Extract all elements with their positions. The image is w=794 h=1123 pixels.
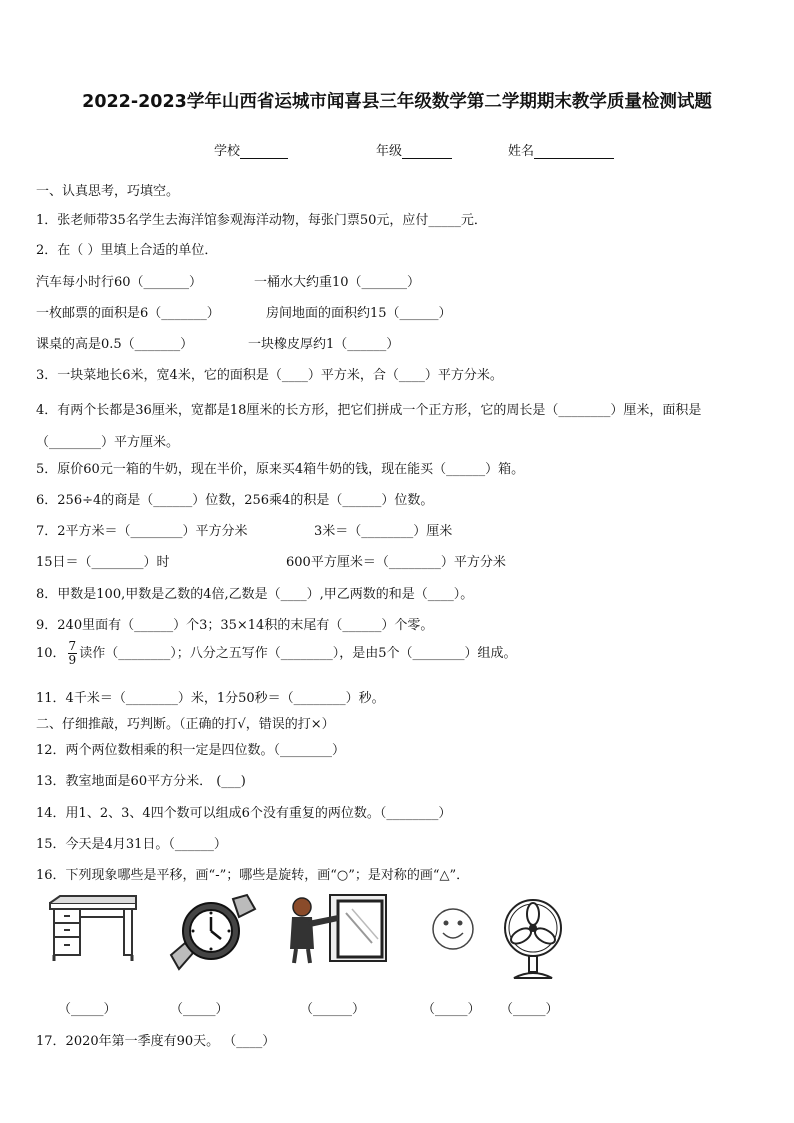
name-blank [534,144,614,159]
question-2c: 一枚邮票的面积是6（_______） [36,306,220,321]
electric-fan-icon [502,898,564,982]
q16-answer-5: （_____） [500,1002,559,1017]
name-label: 姓名 [508,144,535,159]
question-7c: 15日＝（________）时 [36,555,170,570]
question-16: 16．下列现象哪些是平移，画“-”；哪些是旋转，画“○”；是对称的画“△”． [36,868,470,883]
fraction-seven-ninths [68,640,78,667]
question-17: 17．2020年第一季度有90天。 （____） [36,1034,276,1049]
question-3: 3．一块菜地长6米，宽4米，它的面积是（____）平方米，合（____）平方分米。 [36,368,503,383]
school-field [214,140,288,159]
fraction-denominator: 9 [68,653,77,667]
question-2b: 一桶水大约重10（_______） [254,275,421,290]
section-1-heading: 一、认真思考，巧填空。 [36,184,180,199]
question-2e: 课桌的高是0.5（_______） [36,337,194,352]
smiley-face-icon [430,905,476,953]
q16-answer-3: （______） [300,1002,366,1017]
school-label: 学校 [214,144,241,159]
fraction-numerator: 7 [68,639,77,653]
q16-answer-1: （_____） [58,1002,117,1017]
question-7b: 3米＝（________）厘米 [314,524,453,539]
wristwatch-icon [163,893,257,973]
question-7d: 600平方厘米＝（________）平方分米 [286,555,506,570]
question-2: 2．在（ ）里填上合适的单位． [36,243,218,258]
question-11: 11．4千米＝（________）米，1分50秒＝（________）秒。 [36,691,385,706]
q16-answer-2: （_____） [170,1002,229,1017]
section-2-heading: 二、仔细推敲，巧判断。（正确的打√，错误的打×） [36,717,335,732]
grade-field [376,140,452,159]
page-title: 2022-2023学年山西省运城市闻喜县三年级数学第二学期期末教学质量检测试题 [82,92,712,112]
grade-label: 年级 [376,144,403,159]
question-2d: 房间地面的面积约15（______） [266,306,452,321]
question-2f: 一块橡皮厚约1（______） [248,337,400,352]
question-8: 8．甲数是100,甲数是乙数的4倍,乙数是（____）,甲乙两数的和是（____）。 [36,587,474,602]
question-9: 9．240里面有（______）个3；35×14积的末尾有（______）个零。 [36,618,434,633]
q16-answer-4: （_____） [422,1002,481,1017]
person-pushing-window-icon [280,893,388,965]
question-12: 12．两个两位数相乘的积一定是四位数。（________） [36,743,346,758]
name-field [508,140,614,159]
question-7a: 7．2平方米＝（________）平方分米 [36,524,248,539]
question-2a: 汽车每小时行60（_______） [36,275,203,290]
question-13: 13．教室地面是60平方分米． (___) [36,774,246,789]
question-5: 5．原价60元一箱的牛奶，现在半价，原来买4箱牛奶的钱，现在能买（______）箱。 [36,462,525,477]
question-10-text: 读作（________）；八分之五写作（________），是由5个（________）组成。 [79,646,517,661]
question-15: 15．今天是4月31日。（______） [36,837,227,852]
question-6: 6．256÷4的商是（______）位数，256乘4的积是（______）位数。 [36,493,434,508]
question-4: 4．有两个长都是36厘米，宽都是18厘米的长方形，把它们拼成一个正方形，它的周长是（________）厘米，面积是（________）平方厘米。 [36,403,702,450]
question-10-number: 10． [36,646,66,661]
question-14: 14．用1、2、3、4四个数可以组成6个没有重复的两位数。（________） [36,806,452,821]
question-1: 1．张老师带35名学生去海洋馆参观海洋动物，每张门票50元，应付_____元． [36,213,487,228]
school-blank [240,144,288,159]
grade-blank [402,144,452,159]
desk-icon [46,893,140,965]
question-10 [36,640,516,667]
